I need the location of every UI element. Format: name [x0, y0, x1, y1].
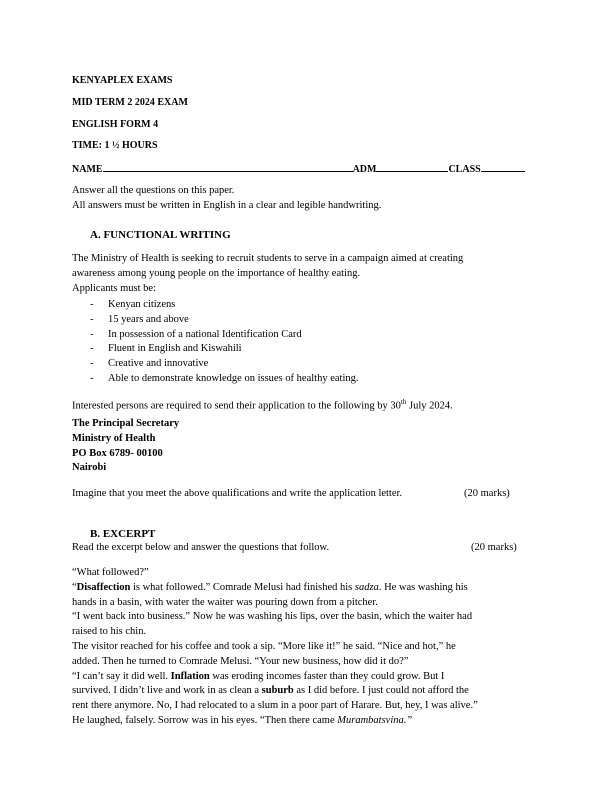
excerpt-line: The visitor reached for his coffee and took a sip. “More like it!” he said. “Nice and hot,” he: [72, 640, 456, 652]
excerpt-line: “Disaffection is what followed.” Comrade Melusi had finished his sadza. He was washing his: [72, 581, 468, 593]
deadline-text: Interested persons are required to send their application to the following by 30th July 2024.: [72, 398, 453, 412]
excerpt-line: survived. I didn’t live and work in as clean a suburb as I did before. I just could not afford the: [72, 685, 469, 697]
excerpt-line: rent there anymore. No, I had relocated to a slum in a poor part of Harare. But, hey, I was alive.”: [72, 700, 478, 712]
class-field[interactable]: [481, 162, 525, 172]
adm-field[interactable]: [376, 162, 448, 172]
excerpt-line: “What followed?”: [72, 567, 149, 578]
list-item: - Kenyan citizens: [90, 299, 176, 310]
section-a-intro: [72, 252, 463, 296]
intro-line: The Ministry of Health is seeking to recruit students to serve in a campaign aimed at creating: [72, 253, 464, 264]
address-line: The Principal Secretary: [72, 418, 180, 429]
address-line: Nairobi: [72, 462, 107, 474]
list-item: - 15 years and above: [90, 313, 189, 325]
section-b-marks: (20 marks): [471, 542, 517, 553]
instruction-line: All answers must be written in English in a clear and legible handwriting.: [72, 199, 382, 211]
task-instruction: Imagine that you meet the above qualifications and write the application letter.: [72, 488, 403, 499]
address-line: Ministry of Health: [72, 432, 156, 444]
section-b-instruction: Read the excerpt below and answer the questions that follow.: [72, 542, 330, 553]
excerpt-line: He laughed, falsely. Sorrow was in his eyes. “Then there came Murambatsvina.”: [72, 714, 413, 726]
excerpt-line: added. Then he turned to Comrade Melusi. “Your new business, how did it do?”: [72, 655, 409, 667]
section-a-heading: A. FUNCTIONAL WRITING: [90, 229, 231, 241]
list-item: - Fluent in English and Kiswahili: [90, 343, 242, 355]
excerpt-text: [72, 566, 478, 729]
instruction-line: Answer all the questions on this paper.: [72, 185, 235, 196]
name-label: NAME: [72, 164, 103, 175]
excerpt-line: “I went back into business.” Now he was washing his lips, over the basin, which the waiter had: [72, 611, 473, 623]
excerpt-line: “I can’t say it did well. Inflation was eroding incomes faster than they could grow. But I: [72, 670, 445, 682]
intro-line: awareness among young people on the importance of healthy eating.: [72, 267, 361, 279]
excerpt-line: hands in a basin, with water the waiter was pouring down from a pitcher.: [72, 596, 378, 608]
name-field[interactable]: [103, 162, 353, 172]
address-block: [72, 417, 179, 476]
adm-label: ADM: [352, 164, 377, 175]
candidate-details-row: [72, 162, 525, 175]
requirements-list: [90, 298, 358, 387]
class-label: CLASS: [448, 164, 481, 175]
school-name: KENYAPLEX EXAMS: [72, 75, 173, 86]
list-item: - In possession of a national Identification Card: [90, 328, 302, 340]
intro-line: Applicants must be:: [72, 282, 156, 294]
address-line: PO Box 6789- 00100: [72, 447, 163, 459]
section-a-marks: (20 marks): [464, 488, 510, 499]
instructions: [72, 184, 381, 214]
exam-time: TIME: 1 ½ HOURS: [72, 140, 158, 151]
subject-title: ENGLISH FORM 4: [72, 119, 159, 130]
excerpt-line: raised to his chin.: [72, 626, 147, 638]
section-b-heading: B. EXCERPT: [90, 528, 156, 540]
list-item: - Creative and innovative: [90, 358, 209, 370]
exam-title: MID TERM 2 2024 EXAM: [72, 97, 188, 108]
list-item: - Able to demonstrate knowledge on issues of healthy eating.: [90, 372, 359, 384]
